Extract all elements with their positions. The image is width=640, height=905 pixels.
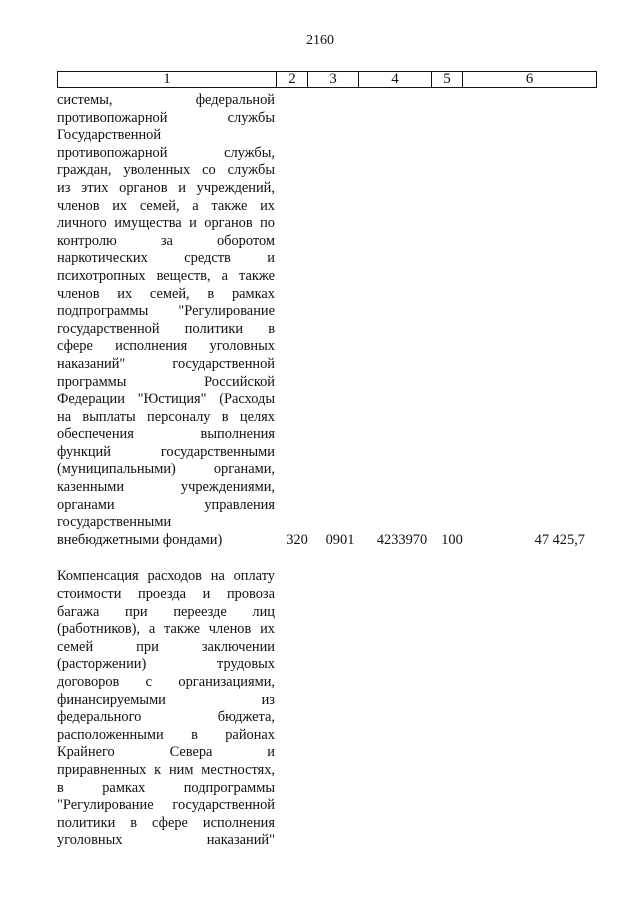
description-line: государственными	[57, 514, 172, 531]
column-header-4: 4	[359, 72, 432, 88]
description-line: казенными учреждениями,	[57, 479, 275, 496]
row-col-4: 4233970	[376, 531, 428, 548]
description-line: функций государственными	[57, 443, 275, 460]
description-line: граждан, уволенных со службы	[57, 162, 275, 179]
description-line: сфере исполнения уголовных	[57, 338, 275, 355]
description-line: членов их семей, в рамках	[57, 285, 275, 302]
description-line: программы Российской	[57, 373, 275, 390]
description-line: системы, федеральной	[57, 92, 275, 108]
description-line: подпрограммы "Регулирование	[57, 303, 275, 320]
description-line: федерального бюджета,	[57, 709, 275, 726]
column-header-1: 1	[58, 72, 277, 88]
description-line: багажа при переезде лиц	[57, 603, 275, 620]
row-col-5: 100	[441, 531, 463, 548]
description-line: контролю за оборотом	[57, 232, 275, 249]
description-line: противопожарной службы,	[57, 144, 275, 161]
column-header-6: 6	[463, 72, 597, 88]
column-header-5: 5	[432, 72, 463, 88]
description-line: наркотических средств и	[57, 250, 275, 267]
description-line: Федерации "Юстиция" (Расходы	[57, 391, 275, 408]
description-line: Государственной	[57, 127, 162, 144]
table-header	[57, 71, 597, 88]
description-line: финансируемыми из	[57, 691, 275, 708]
row-separator	[57, 549, 597, 568]
description-line: внебюджетными фондами)	[57, 531, 223, 548]
description-line: "Регулирование государственной	[57, 797, 275, 814]
table-body	[57, 92, 597, 850]
column-header-3: 3	[308, 72, 359, 88]
description-line: на выплаты персоналу в целях	[57, 408, 275, 425]
page-number: 2160	[306, 33, 334, 48]
description-line: обеспечения выполнения	[57, 426, 275, 443]
description-line: политики в сфере исполнения	[57, 814, 275, 831]
description-line: Компенсация расходов на оплату	[57, 568, 275, 585]
description-line: (работников), а также членов их	[57, 621, 275, 638]
row-description	[57, 568, 275, 850]
description-line: Крайнего Севера и	[57, 744, 275, 761]
row-description	[57, 92, 275, 549]
description-line: приравненных к ним местностях,	[57, 761, 275, 778]
description-line: личного имущества и органов по	[57, 215, 275, 232]
row-col-6: 47 425,7	[534, 531, 585, 548]
description-line: стоимости проезда и провоза	[57, 586, 275, 603]
description-line: психотропных веществ, а также	[57, 267, 275, 284]
description-line: уголовных наказаний"	[57, 832, 275, 849]
description-line: государственной политики в	[57, 320, 275, 337]
row-col-2: 320	[286, 531, 308, 548]
description-line: (муниципальными) органами,	[57, 461, 275, 478]
description-line: семей при заключении	[57, 638, 275, 655]
table-row	[57, 92, 597, 549]
description-line: органами управления	[57, 496, 275, 513]
description-line: расположенными в районах	[57, 726, 275, 743]
column-header-2: 2	[277, 72, 308, 88]
description-line: членов их семей, а также их	[57, 197, 275, 214]
description-line: противопожарной службы	[57, 109, 275, 126]
description-line: договоров с организациями,	[57, 674, 275, 690]
table-row	[57, 568, 597, 850]
description-line: в рамках подпрограммы	[57, 779, 275, 796]
description-line: из этих органов и учреждений,	[57, 179, 275, 196]
description-line: (расторжении) трудовых	[57, 656, 275, 673]
description-line: наказаний" государственной	[57, 355, 275, 372]
row-col-3: 0901	[325, 531, 355, 548]
